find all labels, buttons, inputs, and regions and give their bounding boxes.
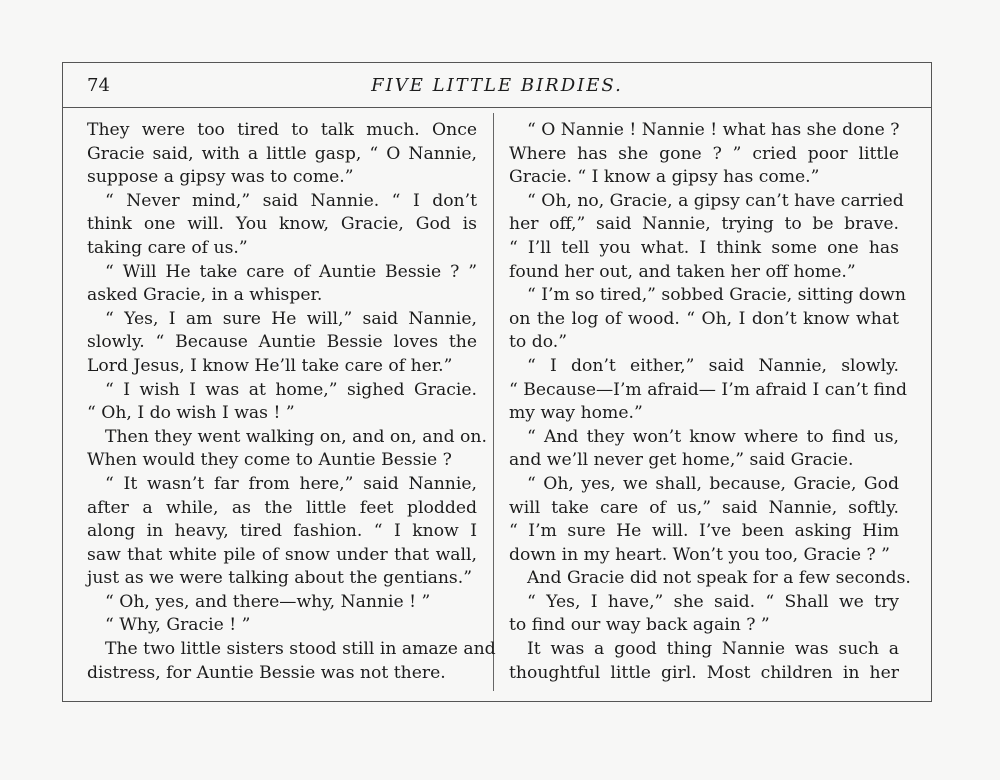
text-line: “ I wish I was at home,” sighed Gracie. — [105, 379, 477, 400]
text-line: “ Yes, I am sure He will,” said Nannie, — [105, 308, 477, 329]
text-line: after a while, as the little feet plodded — [87, 497, 477, 518]
text-line: taking care of us.” — [87, 237, 248, 258]
text-line: my way home.” — [509, 403, 643, 424]
running-title: FIVE LITTLE BIRDIES. — [371, 75, 623, 96]
text-line: on the log of wood. “ Oh, I don’t know what — [509, 308, 899, 329]
text-line: slowly. “ Because Auntie Bessie loves the — [87, 332, 477, 353]
text-line: It was a good thing Nannie was such a — [527, 639, 899, 660]
text-line: will take care of us,” said Nannie, softly. — [509, 497, 899, 518]
text-line: Lord Jesus, I know He’ll take care of her.” — [87, 355, 453, 376]
text-line: “ Yes, I have,” she said. “ Shall we try — [527, 591, 899, 612]
text-line: along in heavy, tired fashion. “ I know I — [87, 521, 477, 542]
text-line: Gracie said, with a little gasp, “ O Nannie, — [87, 143, 477, 164]
text-line: “ And they won’t know where to find us, — [527, 426, 899, 447]
text-line: Where has she gone ? ” cried poor little — [509, 143, 899, 164]
text-line: They were too tired to talk much. Once — [87, 120, 477, 140]
text-line: to find our way back again ? ” — [509, 615, 770, 636]
text-line: “ I’m sure He will. I’ve been asking Him — [509, 521, 899, 542]
text-line: “ Because—I’m afraid— I’m afraid I can’t find — [509, 379, 908, 400]
right-column — [509, 119, 911, 685]
page-number: 74 — [87, 75, 110, 96]
text-line: down in my heart. Won’t you too, Gracie ? ” — [509, 544, 890, 565]
text-line: asked Gracie, in a whisper. — [87, 285, 323, 306]
text-line: “ Oh, yes, we shall, because, Gracie, God — [527, 473, 899, 494]
text-line: and we’ll never get home,” said Gracie. — [509, 450, 854, 471]
page-frame — [62, 62, 932, 702]
text-line: And Gracie did not speak for a few seconds. — [527, 568, 911, 589]
left-column — [87, 119, 496, 685]
text-line: The two little sisters stood still in amaze and — [105, 639, 496, 660]
text-line: Gracie. “ I know a gipsy has come.” — [509, 167, 820, 188]
text-line: “ Oh, I do wish I was ! ” — [87, 403, 295, 424]
text-line: thoughtful little girl. Most children in her — [509, 662, 899, 683]
text-line: to do.” — [509, 332, 568, 353]
text-line: suppose a gipsy was to come.” — [87, 167, 354, 188]
column-divider — [493, 113, 494, 691]
text-line: “ I’ll tell you what. I think some one has — [509, 237, 899, 258]
text-line: Then they went walking on, and on, and on. — [105, 426, 487, 447]
text-line: “ Never mind,” said Nannie. “ I don’t — [105, 190, 477, 211]
text-line: “ Why, Gracie ! ” — [105, 615, 251, 636]
text-line: “ O Nannie ! Nannie ! what has she done ? — [527, 120, 900, 140]
text-line: distress, for Auntie Bessie was not there. — [87, 662, 446, 683]
text-line: her off,” said Nannie, trying to be brave. — [509, 214, 899, 235]
page-header — [63, 63, 931, 108]
text-line: “ I don’t either,” said Nannie, slowly. — [527, 355, 899, 376]
text-line: “ Will He take care of Auntie Bessie ? ” — [105, 261, 477, 282]
text-line: just as we were talking about the gentians.” — [87, 568, 472, 589]
text-line: When would they come to Auntie Bessie ? — [87, 450, 452, 471]
text-line: “ Oh, yes, and there—why, Nannie ! ” — [105, 591, 431, 612]
text-line: found her out, and taken her off home.” — [509, 261, 856, 282]
text-line: “ Oh, no, Gracie, a gipsy can’t have carried — [527, 190, 904, 211]
text-line: saw that white pile of snow under that wall, — [87, 544, 477, 565]
text-line: “ It wasn’t far from here,” said Nannie, — [105, 473, 477, 494]
text-line: “ I’m so tired,” sobbed Gracie, sitting down — [527, 285, 906, 306]
text-line: think one will. You know, Gracie, God is — [87, 214, 477, 235]
